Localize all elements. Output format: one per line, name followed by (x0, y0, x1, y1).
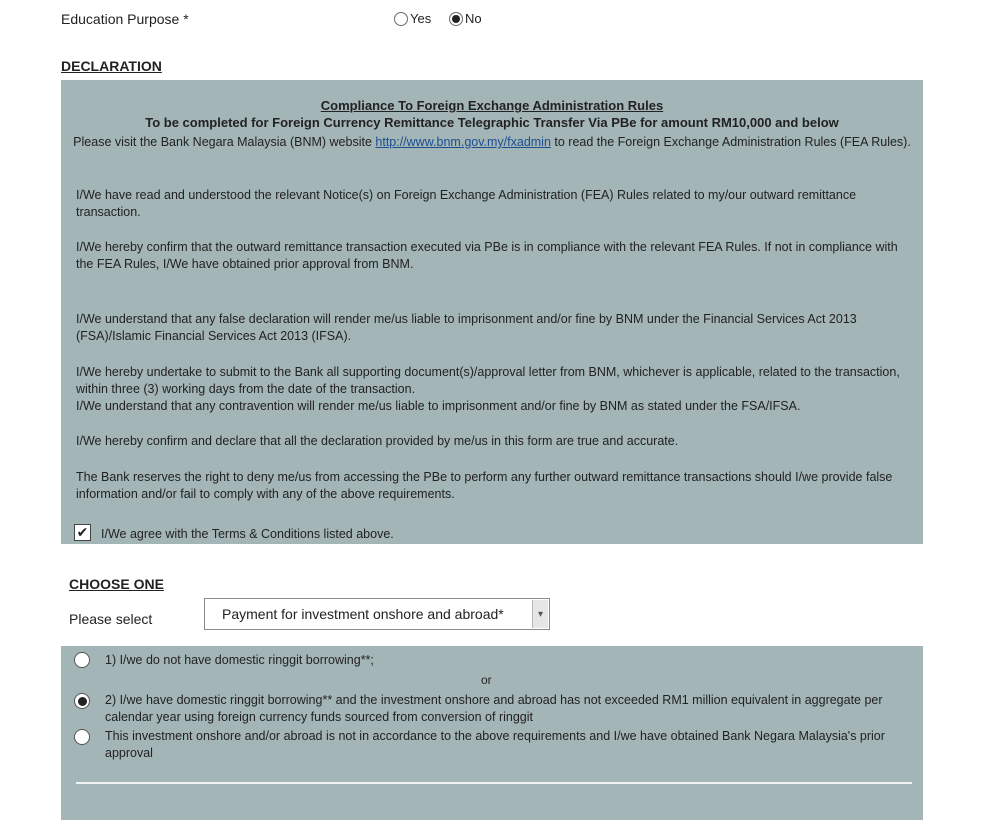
declaration-paragraph: I/We hereby confirm that the outward remittance transaction executed via PBe is in compliance with the relevant FEA Rules. If not in compliance with the FEA Rules, I/We have obtained prior approval from BNM. (76, 240, 898, 271)
education-no-option[interactable] (449, 11, 482, 26)
agree-checkbox[interactable] (74, 524, 91, 541)
declaration-paragraph: I/We understand that any false declaration will render me/us liable to imprisonment and/or fine by BNM under the Financial Services Act 2013 (FSA)/Islamic Financial Services Act 2013 (IFSA). (76, 312, 857, 343)
or-separator: or (481, 673, 492, 687)
bnm-visit-text (69, 134, 915, 151)
agree-label: I/We agree with the Terms & Conditions listed above. (101, 527, 394, 541)
divider (76, 782, 912, 784)
option-2-radio[interactable] (74, 693, 90, 709)
option-3-text: This investment onshore and/or abroad is not in accordance to the above requirements and I/we have obtained Bank Negara Malaysia's prior approval (105, 729, 885, 760)
education-yes-option[interactable] (394, 11, 431, 26)
declaration-paragraph: The Bank reserves the right to deny me/us from accessing the PBe to perform any further outward remittance transactions should I/we provide false information and/or fail to comply with any of the above requirements. (76, 470, 893, 501)
education-purpose-label: Education Purpose * (61, 11, 189, 27)
option-3-radio[interactable] (74, 729, 90, 745)
bnm-fxadmin-link[interactable]: http://www.bnm.gov.my/fxadmin (375, 135, 551, 149)
declaration-paragraph: I/We have read and understood the relevant Notice(s) on Foreign Exchange Administration (FEA) Rules related to my/our outward remittance transaction. (76, 188, 857, 219)
visit-prefix: Please visit the Bank Negara Malaysia (BNM) website (73, 135, 376, 149)
visit-suffix: to read the Foreign Exchange Administration Rules (FEA Rules). (550, 135, 911, 149)
choice-panel (61, 646, 923, 820)
checkmark-icon: ✔ (76, 524, 89, 540)
education-yes-label: Yes (410, 11, 432, 26)
declaration-title: Compliance To Foreign Exchange Administration Rules (320, 98, 664, 113)
declaration-paragraph: I/We hereby confirm and declare that all the declaration provided by me/us in this form are true and accurate. (76, 434, 679, 448)
declaration-subtitle: To be completed for Foreign Currency Remittance Telegraphic Transfer Via PBe for amount RM10,000 and below (145, 115, 839, 130)
purpose-select[interactable] (204, 598, 550, 630)
declaration-paragraph: I/We hereby undertake to submit to the Bank all supporting document(s)/approval letter from BNM, whichever is applicable, related to the transaction, within three (3) working days from the date of the transaction. (76, 365, 900, 396)
education-yes-radio[interactable] (394, 12, 408, 26)
education-no-label: No (465, 11, 482, 26)
education-no-radio[interactable] (449, 12, 463, 26)
declaration-paragraph: I/We understand that any contravention will render me/us liable to imprisonment and/or fine by BNM as stated under the FSA/IFSA. (76, 399, 801, 413)
choose-one-heading: CHOOSE ONE (69, 576, 164, 592)
chevron-down-icon[interactable]: ▾ (532, 600, 548, 628)
option-2-text: 2) I/we have domestic ringgit borrowing** and the investment onshore and abroad has not exceeded RM1 million equivalent in aggregate per calendar year using foreign currency funds sourced from conversion of ringgit (105, 693, 883, 724)
purpose-select-value: Payment for investment onshore and abroad* (222, 606, 504, 622)
option-1-text: 1) I/we do not have domestic ringgit borrowing**; (105, 653, 374, 667)
declaration-panel (61, 80, 923, 544)
option-1-radio[interactable] (74, 652, 90, 668)
please-select-label: Please select (69, 611, 153, 627)
declaration-heading: DECLARATION (61, 58, 162, 74)
